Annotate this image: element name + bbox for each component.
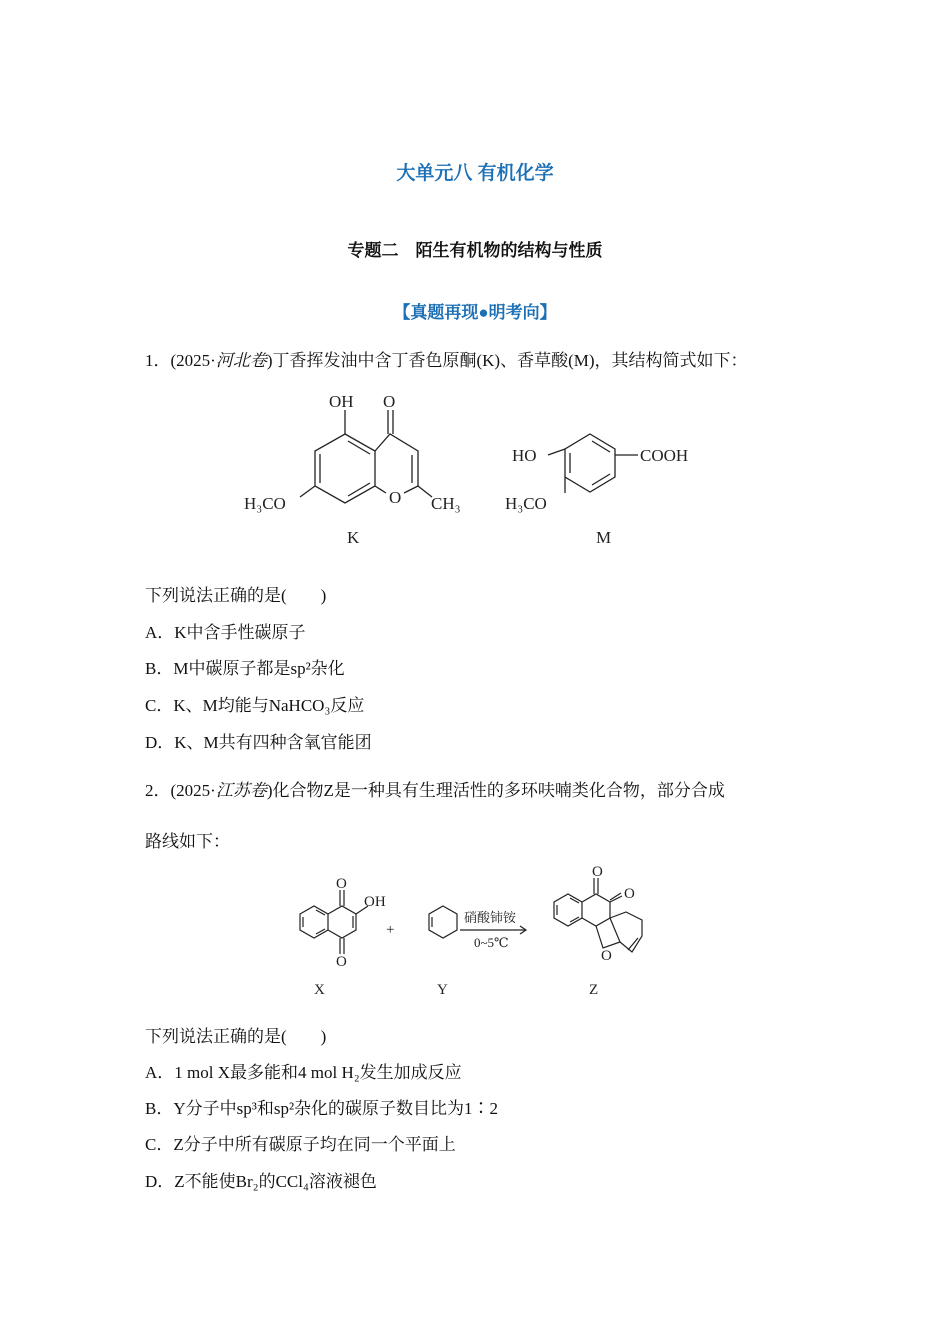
section-title: 【真题再现●明考向】 [393,303,557,322]
q2-source-name: 江苏卷 [215,781,267,800]
m-structure [548,434,638,493]
x-o-top-label: O [336,876,347,892]
k-ch3-label: CH₃ [431,494,461,513]
m-compound-label: M [596,528,612,547]
z-ring-o-label: O [601,948,612,964]
m-h3co-label: H₃CO [505,494,547,513]
q2-number: 2． [145,781,171,800]
z-compound-label: Z [589,982,599,998]
m-cooh-label: COOH [640,446,689,465]
k-h3co-label: H₃CO [244,494,286,513]
q1-number: 1． [145,351,171,370]
q2-stem-line2: 路线如下： [145,832,230,851]
q2-source-open: (2025· [170,781,216,800]
q1-prompt: 下列说法正确的是( ) [145,586,327,605]
k-carbonyl-o-label: O [383,392,396,411]
q2-synthesis-figure [270,862,700,1002]
q1-option-b: B．M中碳原子都是sp²杂化 [145,659,345,678]
condition-label: 0~5℃ [474,935,509,950]
topic-title: 专题二 陌生有机物的结构与性质 [347,241,603,260]
x-compound-label: X [314,982,325,998]
y-compound-label: Y [437,982,448,998]
k-oh-label: OH [329,392,354,411]
k-ring-o-label: O [389,488,402,507]
m-ho-label: HO [512,446,537,465]
unit-title: 大单元八 有机化学 [396,163,554,184]
q2-option-b: B．Y分子中sp³和sp²杂化的碳原子数目比为1∶2 [145,1099,499,1118]
reagent-label: 硝酸铈铵 [464,910,517,925]
q2-option-d: D．Z不能使Br₂的CCl₄溶液褪色 [145,1172,377,1191]
x-o-bottom-label: O [336,954,347,970]
q1-structures-figure [230,385,730,555]
q1-stem-text: )丁香挥发油中含丁香色原酮(K)、香草酸(M)，其结构简式如下： [266,351,748,370]
k-compound-label: K [347,528,360,547]
q1-source-name: 河北卷 [215,351,267,370]
y-structure [429,906,457,938]
q2-prompt: 下列说法正确的是( ) [145,1027,327,1046]
q1-option-d: D．K、M共有四种含氧官能团 [145,733,372,752]
plus-sign: + [386,922,395,938]
z-o2-label: O [624,886,635,902]
z-o1-label: O [592,864,603,880]
x-structure [300,890,368,954]
q1-source-open: (2025· [170,351,216,370]
q1-option-c: C．K、M均能与NaHCO₃反应 [145,696,365,715]
reaction-arrow [460,926,526,934]
q1-stem [145,346,748,371]
q2-option-c: C．Z分子中所有碳原子均在同一个平面上 [145,1135,456,1154]
q2-option-a: A．1 mol X最多能和4 mol H₂发生加成反应 [145,1063,462,1082]
x-oh-label: OH [364,894,386,910]
k-structure [300,410,432,503]
q2-stem-text: )化合物Z是一种具有生理活性的多环呋喃类化合物，部分合成 [266,781,725,800]
q2-stem-line1 [145,776,725,801]
q1-option-a: A．K中含手性碳原子 [145,623,306,642]
